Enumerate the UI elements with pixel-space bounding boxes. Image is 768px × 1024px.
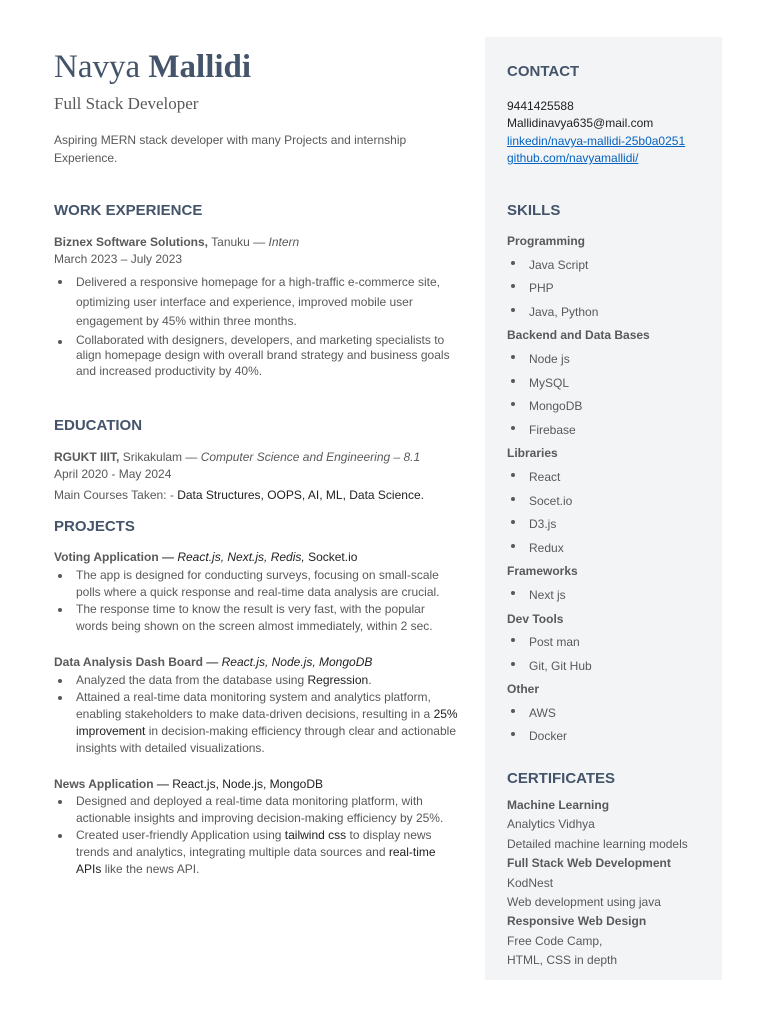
linkedin-link[interactable]: linkedin/navya-mallidi-25b0a0251 [507, 134, 686, 148]
bullet-text: like the news API. [104, 862, 200, 876]
contact-phone: 9441425588 [507, 99, 574, 113]
certificate-detail: Free Code Camp, [507, 933, 603, 948]
courses-list: Data Structures, OOPS, AI, ML, Data Science. [177, 488, 424, 502]
project-stack: React.js, Node.js, MongoDB [172, 777, 323, 791]
list-item: MongoDB [507, 395, 712, 419]
skill-group-title: Programming [507, 234, 586, 248]
contact-email[interactable]: Mallidinavya635@mail.com [507, 116, 654, 130]
certificates-list [507, 796, 712, 971]
project-title-dashboard [54, 654, 459, 671]
list-item: Delivered a responsive homepage for a high-traffic e-commerce site, optimizing user interface and experience, improved mobile user engagement by 45% within three months. [54, 273, 459, 332]
projects-heading: PROJECTS [54, 518, 135, 535]
first-name: Navya [54, 49, 141, 85]
list-item: Firebase [507, 419, 712, 443]
contact-heading: CONTACT [507, 63, 580, 80]
skills-heading: SKILLS [507, 202, 561, 219]
list-item: D3.js [507, 513, 712, 537]
list-item: Post man [507, 631, 712, 655]
bullet-keyword: Regression [307, 673, 369, 687]
certificates-heading: CERTIFICATES [507, 770, 616, 787]
last-name: Mallidi [148, 49, 252, 85]
candidate-name [54, 47, 251, 87]
list-item: AWS [507, 702, 712, 726]
bullet-keyword: real-time APIs [76, 845, 436, 876]
list-item: Collaborated with designers, developers, and marketing specialists to align homepage design with overall brand strategy and business goals and increased productivity by 40%. [54, 333, 459, 380]
list-item: Java, Python [507, 301, 712, 325]
list-item: Git, Git Hub [507, 655, 712, 679]
certificate-name: Full Stack Web Development [507, 856, 671, 871]
list-item [54, 672, 459, 689]
work-experience-heading: WORK EXPERIENCE [54, 202, 203, 219]
education-heading: EDUCATION [54, 417, 143, 434]
bullet-keyword: tailwind css [284, 828, 347, 842]
project-stack: React.js, Node.js, MongoDB [221, 655, 373, 669]
skill-group-title: Frameworks [507, 564, 578, 579]
skill-group-title: Other [507, 682, 540, 697]
skill-group [507, 584, 712, 608]
project-name: Data Analysis Dash Board — [54, 655, 219, 669]
list-item: Designed and deployed a real-time data monitoring platform, with actionable insights and improving decision-making efficiency by 25%. [54, 793, 459, 827]
job-role: Intern [268, 235, 300, 249]
education-dates: April 2020 - May 2024 [54, 467, 172, 481]
bullet-text: Analyzed the data from the database using [76, 673, 305, 687]
list-item: The app is designed for conducting surveys, focusing on small-scale polls where a quick response and real-time data analysis are crucial. [54, 567, 459, 601]
skill-group-title: Libraries [507, 446, 558, 461]
list-item [54, 689, 459, 757]
project-name: Voting Application — [54, 550, 174, 564]
certificate-detail: Web development using java [507, 895, 661, 910]
job-title: Full Stack Developer [54, 94, 199, 113]
certificate-detail: KodNest [507, 875, 554, 890]
education-entry-header [54, 449, 459, 466]
skill-group-title: Dev Tools [507, 611, 564, 626]
work-bullets [54, 273, 459, 379]
project-name: News Application — [54, 777, 169, 791]
project-title-voting [54, 549, 459, 566]
github-link[interactable]: github.com/navyamallidi/ [507, 151, 639, 165]
project-stack-extra: Socket.io [308, 550, 358, 564]
skill-group [507, 702, 712, 749]
summary: Aspiring MERN stack developer with many Projects and internship Experience. [54, 133, 407, 165]
dashboard-bullets [54, 672, 459, 757]
list-item: MySQL [507, 372, 712, 396]
skill-group [507, 348, 712, 442]
certificate-name: Machine Learning [507, 798, 610, 812]
skill-group-title: Backend and Data Bases [507, 328, 650, 343]
bullet-text: Created user-friendly Application using [76, 828, 282, 842]
work-dates: March 2023 – July 2023 [54, 252, 183, 266]
list-item: The response time to know the result is very fast, with the popular words being shown on the screen almost immediately, within 2 sec. [54, 601, 459, 635]
certificate-detail: Analytics Vidhya [507, 817, 595, 832]
certificate-name: Responsive Web Design [507, 914, 647, 929]
skill-group [507, 466, 712, 560]
courses-label: Main Courses Taken: - [54, 488, 174, 502]
company-name: Biznex Software Solutions, [54, 235, 209, 249]
certificate-detail: HTML, CSS in depth [507, 953, 618, 968]
list-item [54, 827, 459, 878]
news-bullets [54, 793, 459, 878]
list-item: Socet.io [507, 490, 712, 514]
list-item: Next js [507, 584, 712, 608]
list-item: PHP [507, 277, 712, 301]
degree: Computer Science and Engineering – 8.1 [200, 450, 421, 464]
list-item: Docker [507, 725, 712, 749]
project-title-news [54, 776, 459, 793]
company-location: Tanuku — [211, 235, 266, 249]
list-item: React [507, 466, 712, 490]
skill-group [507, 254, 712, 325]
skills-list [507, 230, 712, 749]
project-stack: React.js, Next.js, Redis, [177, 550, 305, 564]
work-entry-header [54, 234, 459, 251]
list-item: Java Script [507, 254, 712, 278]
voting-bullets [54, 567, 459, 635]
list-item: Node js [507, 348, 712, 372]
certificate-detail: Detailed machine learning models [507, 836, 688, 851]
bullet-text: . [368, 673, 372, 687]
bullet-text: Attained a real-time data monitoring system and analytics platform, enabling stakeholders to make data-driven decisions, resulting in a [76, 690, 431, 721]
courses-line [54, 487, 459, 504]
bullet-text: to display news trends and analytics, integrating multiple data sources and [76, 828, 432, 859]
list-item: Redux [507, 537, 712, 561]
skill-group [507, 631, 712, 678]
school-name: RGUKT IIIT, [54, 450, 120, 464]
bullet-keyword: 25% improvement [76, 707, 458, 738]
bullet-text: in decision-making efficiency through clear and actionable insights with detailed visualizations. [76, 724, 456, 755]
school-location: Srikakulam — [122, 450, 198, 464]
